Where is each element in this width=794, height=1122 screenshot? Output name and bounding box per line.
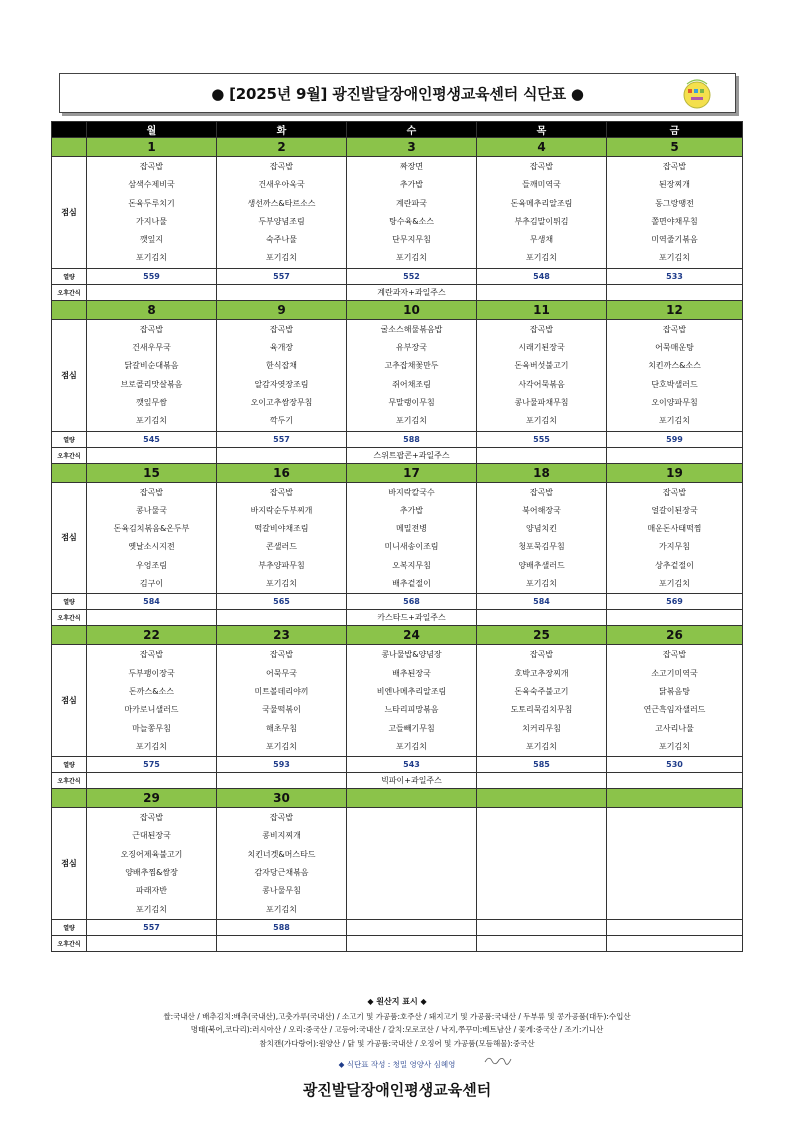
calories-cell: 584 bbox=[477, 594, 607, 610]
menu-item: 가지나물 bbox=[136, 216, 167, 226]
snack-cell-empty bbox=[87, 935, 217, 951]
date-row bbox=[52, 626, 743, 645]
menu-item: 건새우무국 bbox=[132, 343, 171, 353]
snack-cell-empty bbox=[477, 610, 607, 626]
menu-item: 도토리묵김치무침 bbox=[510, 705, 573, 715]
lunch-menu-cell bbox=[217, 482, 347, 594]
menu-item: 포기김치 bbox=[136, 253, 167, 263]
corner-cell bbox=[52, 122, 87, 138]
calories-cell: 557 bbox=[217, 268, 347, 284]
calories-cell: 548 bbox=[477, 268, 607, 284]
date-row-label bbox=[52, 789, 87, 808]
menu-item: 포기김치 bbox=[526, 741, 557, 751]
menu-item: 파래자반 bbox=[136, 886, 167, 896]
lunch-menu-cell bbox=[347, 482, 477, 594]
lunch-menu-cell bbox=[347, 808, 477, 920]
date-cell: 12 bbox=[607, 300, 743, 319]
menu-item: 단무지무침 bbox=[392, 235, 431, 245]
menu-item: 콩비지찌개 bbox=[262, 831, 301, 841]
menu-item: 고사리나물 bbox=[655, 723, 694, 733]
menu-item: 포기김치 bbox=[526, 253, 557, 263]
lunch-menu-cell bbox=[607, 482, 743, 594]
snack-cell-empty bbox=[87, 773, 217, 789]
page-title: ● [2025년 9월] 광진발달장애인평생교육센터 식단표 ● bbox=[211, 84, 584, 103]
menu-item: 우엉조림 bbox=[136, 560, 167, 570]
menu-item: 포기김치 bbox=[266, 904, 297, 914]
snack-cell-empty bbox=[607, 773, 743, 789]
menu-item: 포기김치 bbox=[266, 741, 297, 751]
menu-item: 잡곡밥 bbox=[269, 162, 294, 171]
date-cell: 8 bbox=[87, 300, 217, 319]
snack-cell-empty bbox=[87, 284, 217, 300]
menu-item: 포기김치 bbox=[136, 741, 167, 751]
lunch-menu-cell bbox=[477, 645, 607, 757]
date-row bbox=[52, 463, 743, 482]
date-cell: 23 bbox=[217, 626, 347, 645]
menu-item: 비엔나메추리알조림 bbox=[376, 686, 447, 696]
date-cell: 29 bbox=[87, 789, 217, 808]
calories-cell: 575 bbox=[87, 757, 217, 773]
menu-item: 시래기된장국 bbox=[518, 343, 565, 353]
menu-item: 두부팽이장국 bbox=[128, 668, 175, 678]
lunch-label: 점심 bbox=[52, 808, 87, 920]
menu-item: 돈육메추리알조림 bbox=[510, 198, 573, 208]
menu-item: 부추김말이튀김 bbox=[514, 216, 569, 226]
menu-item: 소고기미역국 bbox=[651, 668, 698, 678]
date-cell: 22 bbox=[87, 626, 217, 645]
menu-item: 미니새송이조림 bbox=[384, 542, 439, 552]
menu-item: 돈육두루치기 bbox=[128, 198, 175, 208]
weekday-header-row bbox=[52, 122, 743, 138]
lunch-menu-cell bbox=[477, 482, 607, 594]
snack-row bbox=[52, 447, 743, 463]
signature-icon bbox=[483, 1053, 513, 1067]
menu-item: 돈육숙주불고기 bbox=[514, 686, 569, 696]
menu-item: 건새우아욱국 bbox=[258, 180, 305, 190]
snack-cell-empty bbox=[217, 773, 347, 789]
date-row-label bbox=[52, 138, 87, 157]
menu-item: 쫄면야채무침 bbox=[651, 216, 698, 226]
menu-item: 삼색수제비국 bbox=[128, 180, 175, 190]
menu-item: 어묵매운탕 bbox=[655, 343, 694, 353]
calories-row bbox=[52, 268, 743, 284]
date-cell: 1 bbox=[87, 138, 217, 157]
menu-item: 포기김치 bbox=[266, 253, 297, 263]
menu-item: 포기김치 bbox=[526, 416, 557, 426]
weekday-header: 월 bbox=[87, 122, 217, 138]
date-cell: 30 bbox=[217, 789, 347, 808]
menu-item: 굴소스해물볶음밥 bbox=[380, 324, 443, 334]
center-logo-icon bbox=[679, 76, 715, 110]
menu-item: 부추양파무침 bbox=[258, 560, 305, 570]
menu-item: 콘샐러드 bbox=[266, 542, 297, 552]
menu-item: 잡곡밥 bbox=[139, 650, 164, 660]
snack-label: 오후간식 bbox=[52, 773, 87, 789]
date-cell: 25 bbox=[477, 626, 607, 645]
menu-item: 쥐어채조림 bbox=[392, 379, 431, 389]
menu-item: 오이양파무침 bbox=[651, 397, 698, 407]
menu-item: 잡곡밥 bbox=[269, 813, 294, 823]
menu-item: 포기김치 bbox=[396, 416, 427, 426]
menu-item: 양배추샐러드 bbox=[518, 560, 565, 570]
menu-item: 오이고추쌈장무침 bbox=[250, 397, 313, 407]
calories-row bbox=[52, 919, 743, 935]
snack-cell-empty bbox=[477, 284, 607, 300]
menu-item: 치커리무침 bbox=[522, 723, 561, 733]
menu-item: 잡곡밥 bbox=[662, 650, 687, 660]
calories-label: 열량 bbox=[52, 757, 87, 773]
menu-item: 계란파국 bbox=[396, 198, 427, 208]
menu-item: 무생채 bbox=[529, 235, 554, 245]
lunch-menu-cell bbox=[607, 319, 743, 431]
menu-item: 잡곡밥 bbox=[662, 162, 687, 171]
snack-label: 오후간식 bbox=[52, 935, 87, 951]
menu-item: 한식잡채 bbox=[266, 361, 297, 371]
menu-item: 콩나물무침 bbox=[262, 886, 301, 896]
weekday-header: 화 bbox=[217, 122, 347, 138]
menu-item: 유부장국 bbox=[396, 343, 427, 353]
menu-item: 감자당근채볶음 bbox=[254, 868, 309, 878]
menu-item: 두부양념조림 bbox=[258, 216, 305, 226]
calories-label: 열량 bbox=[52, 431, 87, 447]
menu-item: 옛날소시지전 bbox=[128, 542, 175, 552]
snack-row bbox=[52, 610, 743, 626]
date-row bbox=[52, 789, 743, 808]
menu-item: 무말랭이무침 bbox=[388, 397, 435, 407]
menu-item: 근대된장국 bbox=[132, 831, 171, 841]
date-row-label bbox=[52, 626, 87, 645]
menu-item: 동그랑땡전 bbox=[655, 198, 694, 208]
menu-item: 김구이 bbox=[139, 579, 164, 589]
lunch-menu-cell bbox=[87, 319, 217, 431]
menu-item: 닭갈비순대볶음 bbox=[124, 361, 179, 371]
snack-cell: 스위트팝콘+과일주스 bbox=[347, 447, 477, 463]
menu-item: 포기김치 bbox=[526, 579, 557, 589]
snack-label: 오후간식 bbox=[52, 610, 87, 626]
snack-cell-empty bbox=[217, 284, 347, 300]
calories-cell: 530 bbox=[607, 757, 743, 773]
menu-item: 단호박샐러드 bbox=[651, 379, 698, 389]
menu-item: 콩나물파채무침 bbox=[514, 397, 569, 407]
snack-cell-empty bbox=[477, 447, 607, 463]
date-row-label bbox=[52, 463, 87, 482]
snack-cell-empty bbox=[477, 935, 607, 951]
date-cell: 5 bbox=[607, 138, 743, 157]
weekday-header: 금 bbox=[607, 122, 743, 138]
origin-line: 명태(북어,코다리):러시아산 / 오리:중국산 / 고등어:국내산 / 갈치:모로코산 / 낙지,쭈꾸미:베트남산 / 꽃게:중국산 / 조기:기니산 bbox=[190, 1025, 604, 1034]
snack-cell-empty bbox=[607, 610, 743, 626]
calories-cell: 585 bbox=[477, 757, 607, 773]
calories-cell: 557 bbox=[87, 919, 217, 935]
lunch-menu-cell bbox=[477, 808, 607, 920]
origin-line: 참치캔(가다랑어):원양산 / 닭 및 가공품:국내산 / 오징어 및 가공품(모듬해물):중국산 bbox=[259, 1039, 535, 1048]
snack-row bbox=[52, 935, 743, 951]
menu-item: 추가밥 bbox=[399, 505, 424, 515]
calories-row bbox=[52, 757, 743, 773]
date-cell: 15 bbox=[87, 463, 217, 482]
menu-item: 콩나물밥&양념장 bbox=[381, 650, 442, 660]
date-cell bbox=[347, 789, 477, 808]
menu-item: 육개장 bbox=[269, 343, 294, 353]
menu-item: 포기김치 bbox=[136, 416, 167, 426]
snack-label: 오후간식 bbox=[52, 284, 87, 300]
date-cell: 2 bbox=[217, 138, 347, 157]
snack-cell: 카스타드+과일주스 bbox=[347, 610, 477, 626]
date-cell: 18 bbox=[477, 463, 607, 482]
menu-item: 바지락순두부찌개 bbox=[250, 505, 313, 515]
date-row-label bbox=[52, 300, 87, 319]
lunch-row bbox=[52, 319, 743, 431]
menu-item: 잡곡밥 bbox=[269, 650, 294, 660]
menu-item: 알감자엿장조림 bbox=[254, 379, 309, 389]
menu-item: 국물떡볶이 bbox=[262, 705, 301, 715]
lunch-menu-cell bbox=[607, 157, 743, 269]
calories-cell bbox=[607, 919, 743, 935]
calories-cell bbox=[347, 919, 477, 935]
menu-item: 포기김치 bbox=[659, 579, 690, 589]
menu-item: 배추된장국 bbox=[392, 668, 431, 678]
menu-item: 돈육김치볶음&온두부 bbox=[113, 524, 190, 534]
snack-label: 오후간식 bbox=[52, 447, 87, 463]
menu-table bbox=[51, 121, 743, 952]
calories-cell: 593 bbox=[217, 757, 347, 773]
snack-row bbox=[52, 773, 743, 789]
calories-cell: 588 bbox=[347, 431, 477, 447]
lunch-label: 점심 bbox=[52, 482, 87, 594]
menu-item: 잡곡밥 bbox=[529, 162, 554, 171]
lunch-label: 점심 bbox=[52, 319, 87, 431]
menu-item: 숙주나물 bbox=[266, 235, 297, 245]
snack-cell-empty bbox=[217, 610, 347, 626]
calories-row bbox=[52, 431, 743, 447]
menu-item: 잡곡밥 bbox=[662, 487, 687, 497]
menu-item: 닭볶음탕 bbox=[659, 686, 690, 696]
date-cell: 11 bbox=[477, 300, 607, 319]
menu-item: 청포묵김무침 bbox=[518, 542, 565, 552]
menu-item: 사각어묵볶음 bbox=[518, 379, 565, 389]
calories-cell: 559 bbox=[87, 268, 217, 284]
menu-item: 생선까스&타르소스 bbox=[247, 198, 316, 208]
menu-item: 미트볼데리야끼 bbox=[254, 686, 309, 696]
weekday-header: 목 bbox=[477, 122, 607, 138]
menu-item: 잡곡밥 bbox=[269, 487, 294, 497]
menu-item: 잡곡밥 bbox=[529, 324, 554, 334]
menu-item: 미역줄기볶음 bbox=[651, 235, 698, 245]
date-cell: 19 bbox=[607, 463, 743, 482]
menu-item: 바지락칼국수 bbox=[388, 487, 435, 497]
date-cell: 16 bbox=[217, 463, 347, 482]
menu-item: 치킨까스&소스 bbox=[648, 361, 701, 371]
menu-item: 짜장면 bbox=[399, 162, 424, 171]
menu-item: 포기김치 bbox=[659, 416, 690, 426]
date-cell bbox=[477, 789, 607, 808]
menu-item: 들깨미역국 bbox=[522, 180, 561, 190]
menu-item: 돈까스&소스 bbox=[129, 686, 174, 696]
lunch-menu-cell bbox=[87, 157, 217, 269]
menu-item: 양념치킨 bbox=[526, 524, 557, 534]
menu-item: 된장찌개 bbox=[659, 180, 690, 190]
lunch-label: 점심 bbox=[52, 157, 87, 269]
menu-item: 포기김치 bbox=[396, 741, 427, 751]
origin-heading: ◆ 원산지 표시 ◆ bbox=[367, 997, 427, 1006]
menu-item: 콩나물국 bbox=[136, 505, 167, 515]
calories-label: 열량 bbox=[52, 919, 87, 935]
snack-cell bbox=[347, 935, 477, 951]
calories-cell: 533 bbox=[607, 268, 743, 284]
lunch-menu-cell bbox=[217, 157, 347, 269]
date-cell: 4 bbox=[477, 138, 607, 157]
date-cell: 24 bbox=[347, 626, 477, 645]
calories-cell bbox=[477, 919, 607, 935]
menu-item: 마늘쫑무침 bbox=[132, 723, 171, 733]
lunch-menu-cell bbox=[607, 645, 743, 757]
calories-cell: 569 bbox=[607, 594, 743, 610]
center-name: 광진발달장애인평생교육센터 bbox=[302, 1081, 492, 1099]
date-cell: 26 bbox=[607, 626, 743, 645]
lunch-row bbox=[52, 482, 743, 594]
menu-item: 오복지무침 bbox=[392, 560, 431, 570]
menu-item: 치킨너겟&머스타드 bbox=[247, 849, 316, 859]
date-cell: 3 bbox=[347, 138, 477, 157]
menu-item: 포기김치 bbox=[659, 741, 690, 751]
lunch-menu-cell bbox=[87, 482, 217, 594]
menu-item: 마카로니샐러드 bbox=[124, 705, 179, 715]
lunch-menu-cell bbox=[217, 319, 347, 431]
calories-cell: 545 bbox=[87, 431, 217, 447]
lunch-menu-cell bbox=[87, 808, 217, 920]
menu-item: 오징어제육불고기 bbox=[120, 849, 183, 859]
menu-item: 브로콜리맛살볶음 bbox=[120, 379, 183, 389]
menu-item: 잡곡밥 bbox=[139, 487, 164, 497]
menu-item: 깍두기 bbox=[269, 416, 294, 426]
menu-item: 어묵무국 bbox=[266, 668, 297, 678]
date-cell: 9 bbox=[217, 300, 347, 319]
menu-item: 포기김치 bbox=[136, 904, 167, 914]
snack-cell-empty bbox=[607, 935, 743, 951]
lunch-menu-cell bbox=[347, 319, 477, 431]
menu-item: 포기김치 bbox=[659, 253, 690, 263]
lunch-menu-cell bbox=[477, 157, 607, 269]
calories-cell: 557 bbox=[217, 431, 347, 447]
menu-item: 탕수육&소스 bbox=[389, 216, 434, 226]
menu-item: 깻잎지 bbox=[139, 235, 164, 245]
calories-cell: 555 bbox=[477, 431, 607, 447]
menu-item: 떡갈비야채조림 bbox=[254, 524, 309, 534]
menu-item: 잡곡밥 bbox=[139, 813, 164, 823]
lunch-menu-cell bbox=[87, 645, 217, 757]
calories-cell: 599 bbox=[607, 431, 743, 447]
calories-cell: 543 bbox=[347, 757, 477, 773]
date-cell bbox=[607, 789, 743, 808]
calories-label: 열량 bbox=[52, 268, 87, 284]
menu-title-box bbox=[59, 73, 736, 113]
calories-cell: 565 bbox=[217, 594, 347, 610]
calories-cell: 588 bbox=[217, 919, 347, 935]
lunch-menu-cell bbox=[477, 319, 607, 431]
menu-item: 깻잎무쌈 bbox=[136, 397, 167, 407]
snack-cell-empty bbox=[607, 284, 743, 300]
date-row bbox=[52, 138, 743, 157]
menu-item: 잡곡밥 bbox=[139, 162, 164, 171]
menu-item: 매운돈사태떡찜 bbox=[647, 524, 702, 534]
lunch-row bbox=[52, 808, 743, 920]
snack-cell: 빅파이+과일주스 bbox=[347, 773, 477, 789]
lunch-menu-cell bbox=[217, 808, 347, 920]
snack-cell-empty bbox=[477, 773, 607, 789]
lunch-label: 점심 bbox=[52, 645, 87, 757]
lunch-row bbox=[52, 645, 743, 757]
calories-label: 열량 bbox=[52, 594, 87, 610]
menu-item: 포기김치 bbox=[266, 579, 297, 589]
origin-line: 쌀:국내산 / 배추김치:배추(국내산),고춧가루(국내산) / 소고기 및 가공품:호주산 / 돼지고기 및 가공품:국내산 / 두부류 및 콩가공품(대두):수입산 bbox=[163, 1012, 631, 1021]
menu-item: 포기김치 bbox=[396, 253, 427, 263]
menu-item: 고추잡채꽃만두 bbox=[384, 361, 439, 371]
date-row bbox=[52, 300, 743, 319]
lunch-menu-cell bbox=[217, 645, 347, 757]
lunch-menu-cell bbox=[347, 645, 477, 757]
lunch-row bbox=[52, 157, 743, 269]
snack-cell-empty bbox=[87, 447, 217, 463]
calories-cell: 584 bbox=[87, 594, 217, 610]
menu-item: 얼갈이된장국 bbox=[651, 505, 698, 515]
calories-cell: 568 bbox=[347, 594, 477, 610]
menu-item: 잡곡밥 bbox=[269, 324, 294, 334]
menu-item: 잡곡밥 bbox=[529, 650, 554, 660]
menu-item: 연근흑임자샐러드 bbox=[643, 705, 706, 715]
menu-item: 양배추찜&쌈장 bbox=[125, 868, 178, 878]
snack-cell: 계란과자+과일주스 bbox=[347, 284, 477, 300]
author-text: ◆ 식단표 작성 : 청밀 영양사 심혜영 bbox=[338, 1060, 456, 1069]
snack-cell-empty bbox=[217, 935, 347, 951]
menu-item: 메밀전병 bbox=[396, 524, 427, 534]
menu-item: 잡곡밥 bbox=[139, 324, 164, 334]
menu-item: 잡곡밥 bbox=[529, 487, 554, 497]
date-cell: 17 bbox=[347, 463, 477, 482]
snack-cell-empty bbox=[217, 447, 347, 463]
menu-item: 느타리피망볶음 bbox=[384, 705, 439, 715]
menu-item: 배추겉절이 bbox=[392, 579, 431, 589]
menu-author bbox=[0, 1059, 794, 1070]
lunch-menu-cell bbox=[607, 808, 743, 920]
menu-item: 돈육버섯불고기 bbox=[514, 361, 569, 371]
calories-row bbox=[52, 594, 743, 610]
menu-item: 해초무침 bbox=[266, 723, 297, 733]
menu-item: 가지무침 bbox=[659, 542, 690, 552]
weekday-header: 수 bbox=[347, 122, 477, 138]
menu-item: 상추겉절이 bbox=[655, 560, 694, 570]
menu-item: 고들빼기무침 bbox=[388, 723, 435, 733]
menu-item: 호박고추장찌개 bbox=[514, 668, 569, 678]
snack-row bbox=[52, 284, 743, 300]
menu-item: 북어해장국 bbox=[522, 505, 561, 515]
snack-cell-empty bbox=[607, 447, 743, 463]
date-cell: 10 bbox=[347, 300, 477, 319]
menu-item: 추가밥 bbox=[399, 180, 424, 190]
menu-item: 잡곡밥 bbox=[662, 324, 687, 334]
calories-cell: 552 bbox=[347, 268, 477, 284]
snack-cell-empty bbox=[87, 610, 217, 626]
lunch-menu-cell bbox=[347, 157, 477, 269]
